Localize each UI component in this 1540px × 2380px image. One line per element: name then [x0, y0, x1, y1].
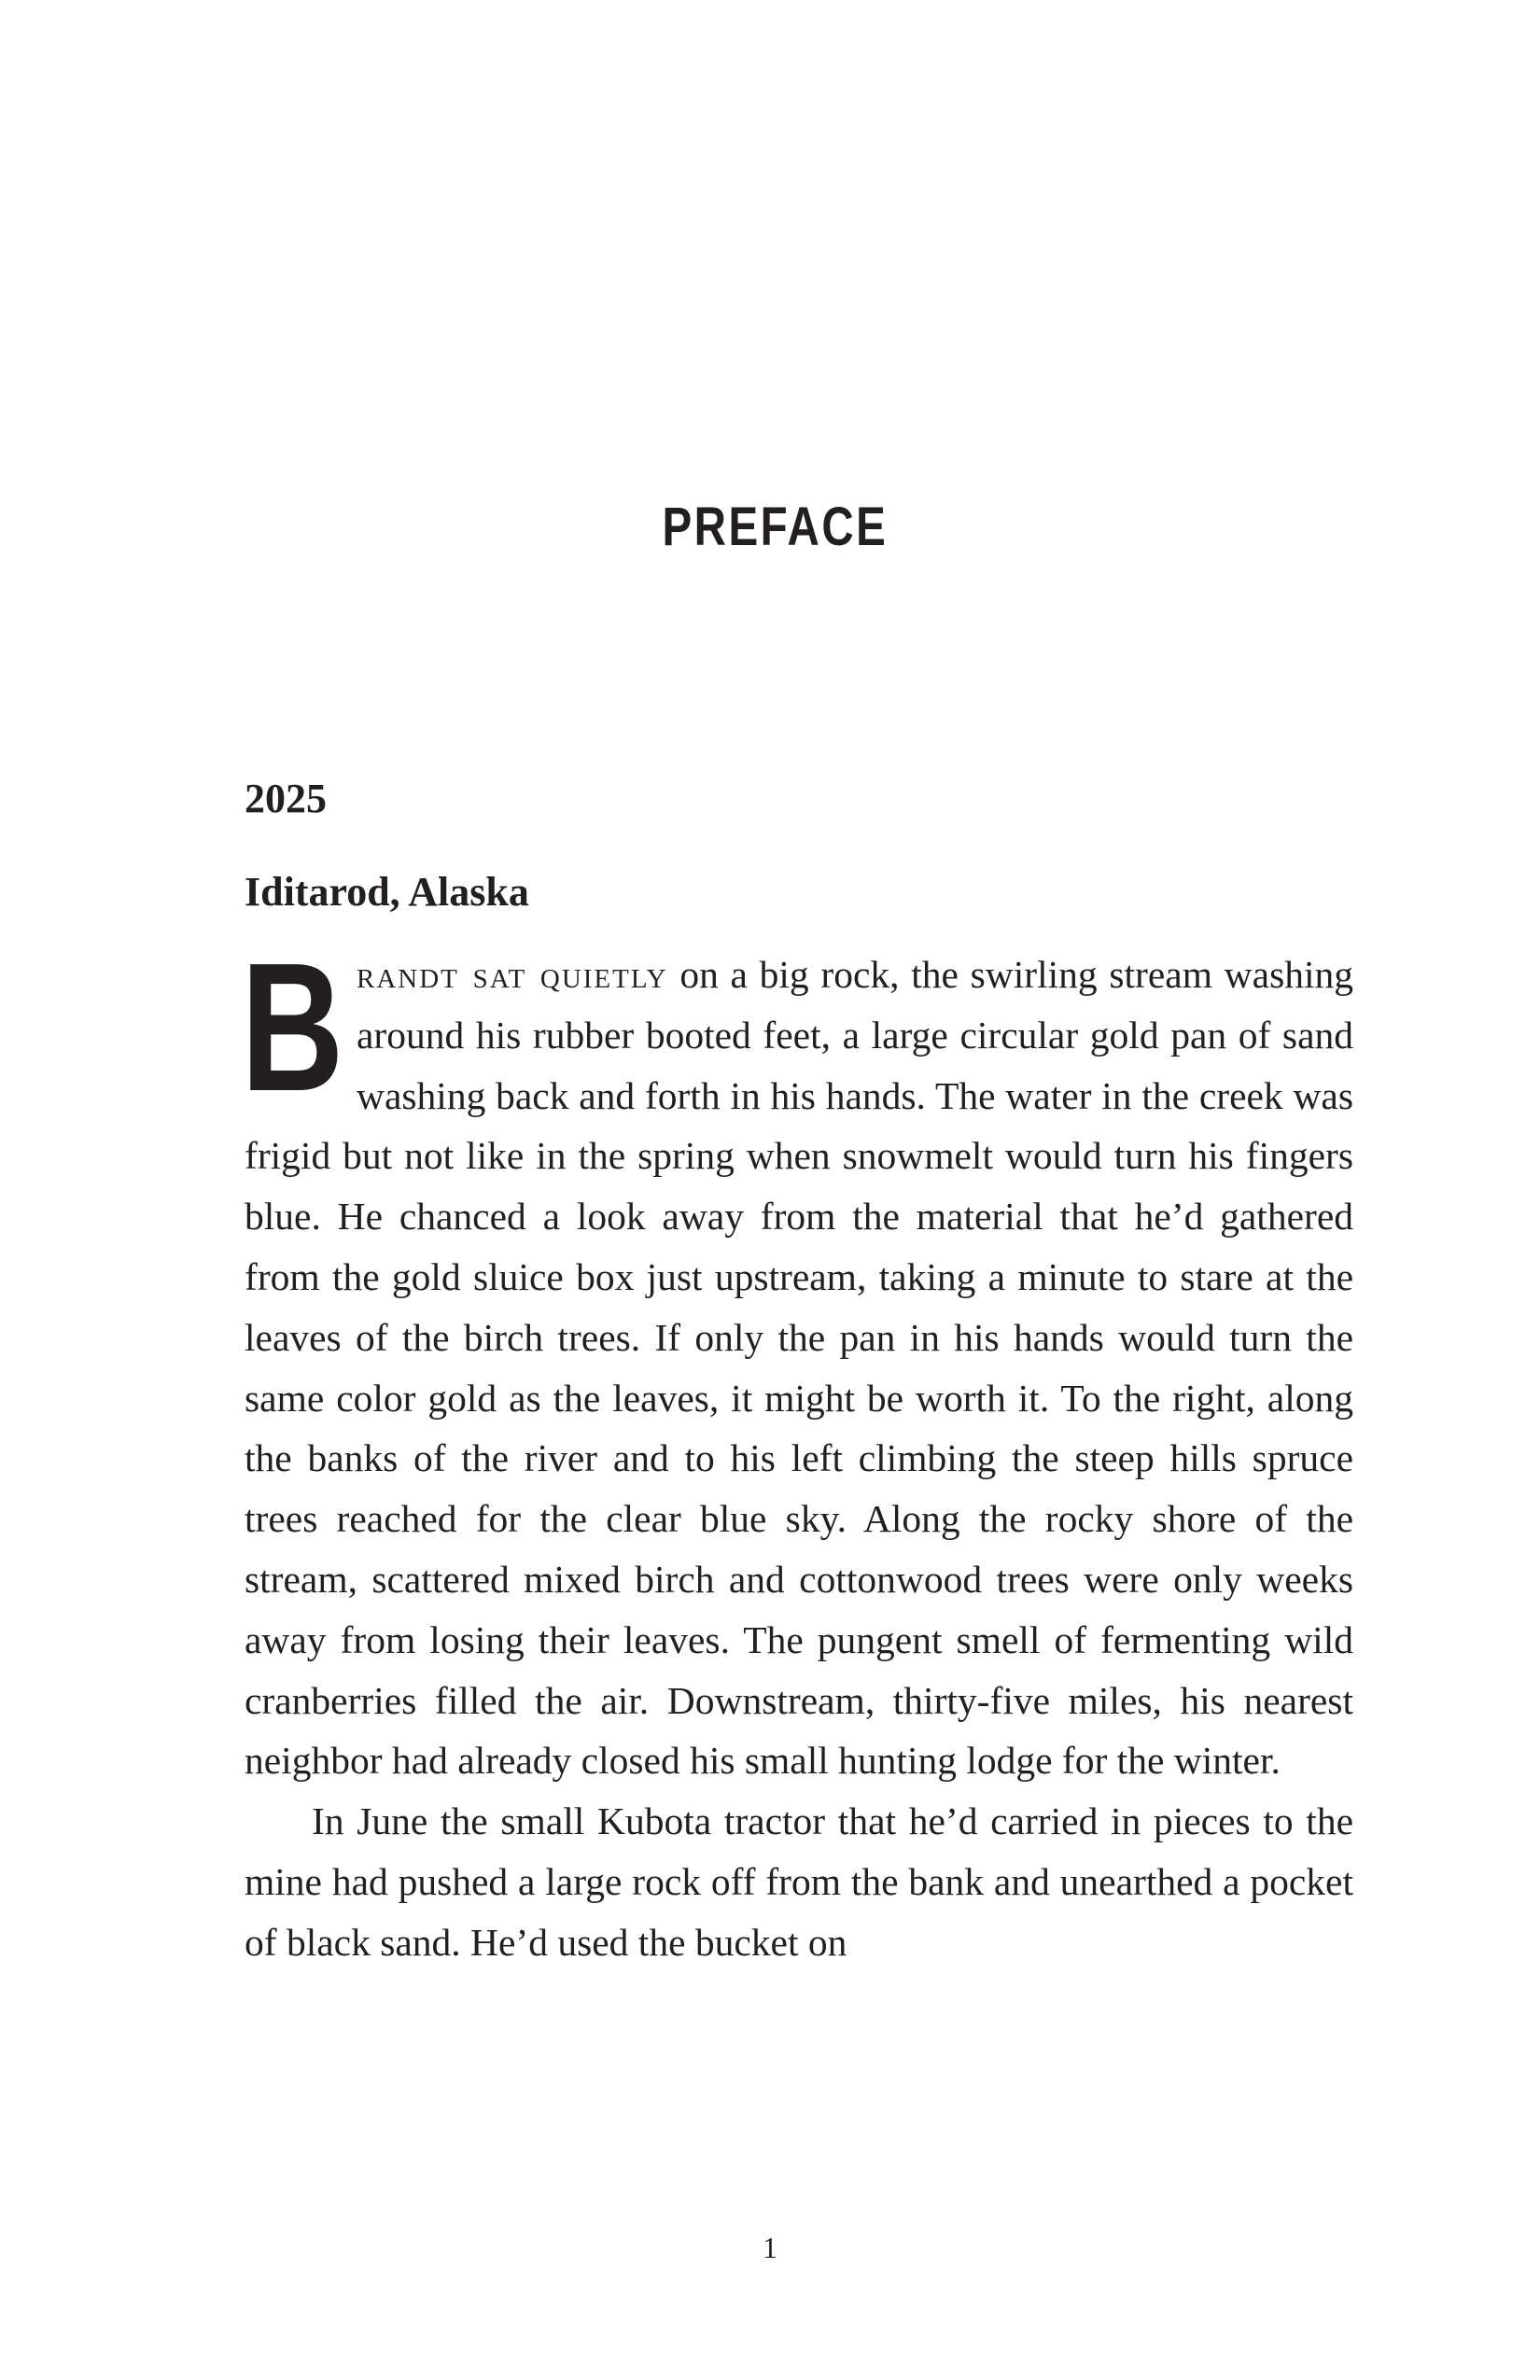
chapter-title: PREFACE — [662, 497, 889, 557]
paragraph-1-text: on a big rock, the swirling stream washing around his rubber booted feet, a large circular gold pan of sand washing back and forth in his hands. The water in the creek was frigid but not like in the spring when snowmelt would turn his fingers blue. He chanced a look away from the material that he’d gathered from the gold sluice box just upstream, taking a minute to stare at the leaves of the birch trees. If only the pan in his hands would turn the same color gold as the leaves, it might be worth it. To the right, along the banks of the river and to his left climbing the steep hills spruce trees reached for the clear blue sky. Along the rocky shore of the stream, scattered mixed birch and cottonwood trees were only weeks away from losing their leaves. The pungent smell of fermenting wild cranberries filled the air. Downstream, thirty-five miles, his nearest neighbor had already closed his small hunting lodge for the winter. — [245, 953, 1354, 1783]
body-text — [241, 925, 1354, 1973]
paragraph-2: In June the small Kubota tractor that he’d carried in pieces to the mine had pushed a large rock off from the bank and unearthed a pocket of black sand. He’d used the bucket on — [245, 1799, 1353, 1964]
place-heading: Iditarod, Alaska — [245, 869, 529, 915]
drop-cap: B — [241, 925, 344, 1129]
opening-smallcaps: randt sat quietly — [357, 953, 668, 996]
year-heading: 2025 — [245, 776, 327, 821]
page-number: 1 — [763, 2231, 777, 2264]
paragraph-1 — [241, 925, 1354, 1791]
